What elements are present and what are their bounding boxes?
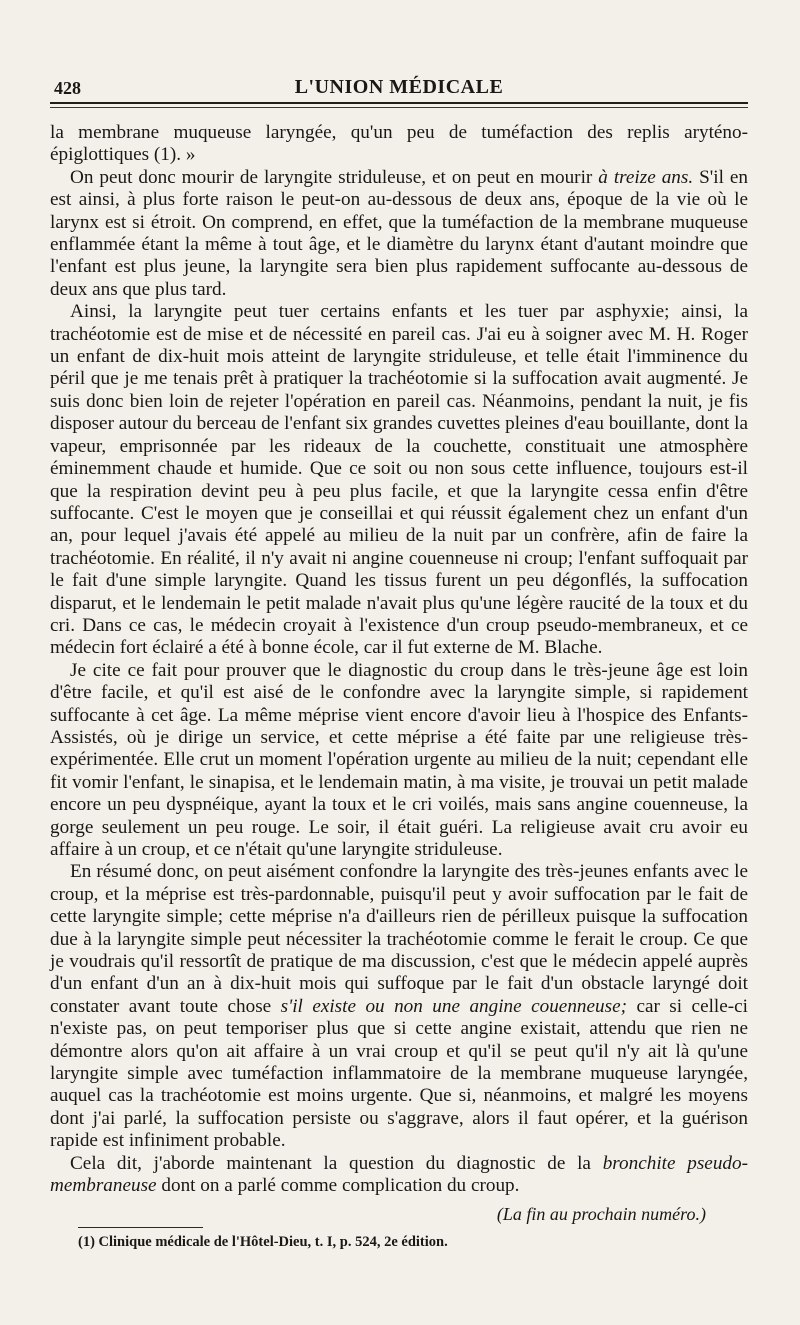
text-run: S'il en est ainsi, à plus forte raison le peut-on au-dessous de deux ans, époque de la vie où le larynx est si étroit. On comprend, en effet, que la tuméfaction de la membrane muqueuse enflammée étant la même à tout âge, et le diamètre du larynx étant d'autant moindre que l'enfant est plus jeune, la laryngite sera bien plus rapidement suffocante au-dessous de deux ans que plus tard. — [50, 166, 749, 300]
italic-text: bronchite pseudo-membraneuse — [50, 1152, 748, 1197]
running-head — [50, 70, 748, 104]
paragraph — [50, 122, 748, 167]
text-run: Je cite ce fait pour prouver que le diagnostic du croup dans le très-jeune âge est loin d'être facile, et qu'il est aisé de le confondre avec la laryngite simple, si rapidement suffocante à cet âge. La même méprise vient encore d'avoir lieu à l'hospice des Enfants-Assistés, où je dirige un service, et cette méprise a été faite par une religieuse très-expérimentée. Elle crut un moment l'opération urgente au milieu de la nuit; cependant elle fit vomir l'enfant, le sinapisa, et le lendemain matin, à ma visite, je trouvai un petit malade encore un peu dyspnéique, ayant la toux et le cri voilés, mais sans angine couenneuse, la gorge seulement un peu rouge. Le soir, il était guéri. La religieuse avait cru avoir eu affaire à un croup, et ce n'était qu'une laryngite striduleuse. — [50, 659, 748, 860]
text-run: car si celle-ci n'existe pas, on peut temporiser plus que si cette angine existait, attendu que rien ne démontre alors qu'on ait affaire à un vrai croup et qu'il se peut qu'il n'y ait là qu'une laryngite simple avec tuméfaction inflammatoire de la membrane muqueuse laryngée, auquel cas la trachéotomie est moins urgente. Que si, néanmoins, et malgré les moyens dont j'ai parlé, la suffocation persiste ou s'aggrave, alors il faut opérer, et la guérison rapide est infiniment probable. — [50, 995, 748, 1152]
paragraph — [50, 861, 748, 1152]
page-number: 428 — [54, 78, 81, 98]
text-run: la membrane muqueuse laryngée, qu'un peu de tuméfaction des replis aryténo-épiglottiques (1). » — [50, 122, 748, 166]
footnote: (1) Clinique médicale de l'Hôtel-Dieu, t. I, p. 524, 2e édition. — [78, 1233, 448, 1250]
text-run: dont on a parlé comme complication du croup. — [156, 1175, 520, 1197]
journal-title: L'UNION MÉDICALE — [294, 76, 504, 98]
continuation-note: (La fin au prochain numéro.) — [496, 1203, 706, 1224]
paragraph — [50, 1153, 748, 1198]
italic-text: s'il existe ou non une angine couenneuse; — [280, 995, 627, 1017]
paragraph — [50, 660, 748, 862]
paragraph — [50, 167, 748, 301]
header-rule — [50, 107, 748, 108]
article-body — [50, 122, 748, 1198]
paragraph — [50, 301, 748, 660]
text-run: On peut donc mourir de laryngite striduleuse, et on peut en mourir — [70, 166, 599, 188]
italic-text: à treize ans. — [598, 166, 694, 188]
text-run: Cela dit, j'aborde maintenant la question du diagnostic de la — [70, 1152, 603, 1174]
text-run: Ainsi, la laryngite peut tuer certains enfants et les tuer par asphyxie; ainsi, la trachéotomie est de mise et de nécessité en pareil cas. J'ai eu à soigner avec M. H. Roger un enfant de dix-huit mois atteint de laryngite striduleuse, et telle était l'imminence du péril que je me tenais prêt à pratiquer la trachéotomie si la suffocation avait augmenté. Je suis donc bien loin de rejeter l'opération en pareil cas. Néanmoins, pendant la nuit, je fis disposer autour du berceau de l'enfant six grandes cuvettes pleines d'eau bouillante, dont la vapeur, emprisonnée par les rideaux de la couchette, constituait une atmosphère éminemment chaude et humide. Que ce soit ou non sous cette influence, toujours est-il que la respiration devint peu à peu plus facile, et que la laryngite cessa enfin d'être suffocante. C'est le moyen que je conseillai et qui réussit également chez un enfant d'un an, pour lequel j'avais été appelé au milieu de la nuit par un confrère, afin de faire la trachéotomie. En réalité, il n'y avait ni angine couenneuse ni croup; l'enfant suffoquait par le fait d'une simple laryngite. Quand les tissus furent un peu dégonflés, la suffocation disparut, et le lendemain le petit malade n'avait plus qu'une légère raucité de la toux et du cri. Dans ce cas, le médecin croyait à l'existence d'un croup pseudo-membraneux, et ce médecin fort éclairé a été à bonne école, car il fut externe de M. Blache. — [50, 301, 748, 659]
footnote-rule — [78, 1227, 203, 1228]
text-run: En résumé donc, on peut aisément confondre la laryngite des très-jeunes enfants avec le croup, et la méprise est très-pardonnable, puisqu'il peut y avoir suffocation par le fait de cette laryngite simple; cette méprise n'a d'ailleurs rien de périlleux puisque la suffocation due à la laryngite simple peut nécessiter la trachéotomie comme le ferait le croup. Ce que je voudrais qu'il ressortît de pratique de ma discussion, c'est que le médecin appelé auprès d'un enfant d'un an à dix-huit mois qui suffoque par le fait d'un obstacle laryngé doit constater avant toute chose — [50, 861, 748, 1017]
